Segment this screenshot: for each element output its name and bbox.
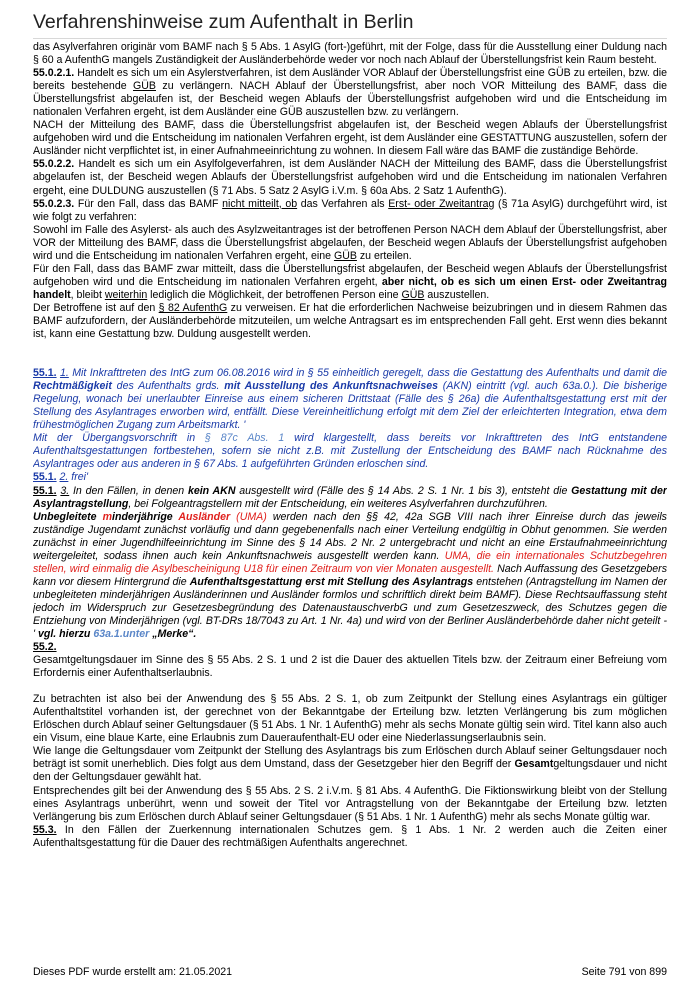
section-55-3: 55.3. In den Fällen der Zuerkennung internationalen Schutzes gem. § 1 Abs. 1 Nr. 2 werden auch die Zeiten einer Aufenthaltsgestattung für die Dauer des rechtmäßigen Aufenthalts angerechnet. bbox=[33, 823, 667, 849]
paragraph: Zu betrachten ist also bei der Anwendung des § 55 Abs. 2 S. 1, ob zum Zeitpunkt der Stellung eines Asylantrags ein gültiger Aufenthaltstitel vorhanden ist, der gerechnet von der Bekanntgabe der Erteilung bzw. letzten Verlängerung bis zum möglichen Erlöschen durch Ablauf seiner Geltungsdauer (§ 51 Abs. 1 Nr. 1 AufenthG) mehr als sechs Monate gültig sein wird. Titel kann also auch ein Visum, eine blaue Karte, eine Erlaubnis zum Daueraufenthalt-EU oder eine Niederlassungserlaubnis sein. bbox=[33, 693, 667, 745]
paragraph: NACH der Mitteilung des BAMF, dass die Überstellungsfrist abgelaufen ist, der Bescheid wegen Ablaufs der Überstellungsfrist aufgehoben wird und die Entscheidung im nationalen Verfahren ergeht, ist dem Ausländer eine GESTATTUNG auszustellen, sofern der Ausländer nicht verpflichtet ist, in einer Aufnahmeeinrichtung zu wohnen. In diesem Fall wäre das BAMF die zuständige Behörde. bbox=[33, 119, 667, 158]
paragraph: Für den Fall, dass das BAMF zwar mitteilt, dass die Überstellungsfrist abgelaufen, der Bescheid wegen Ablaufs der Überstellungsfrist aufgehoben wird und die Entscheidung im nationalen Verfahren ergeht, aber nicht, ob es sich um einen Erst- oder Zweitantrag handelt, bleibt weiterhin lediglich die Möglichkeit, der betroffenen Person eine GÜB auszustellen. bbox=[33, 262, 667, 301]
section-number: 55.0.2.1. bbox=[33, 67, 75, 80]
paragraph: Mit der Übergangsvorschrift in § 87c Abs. 1 wird klargestellt, dass bereits vor Inkrafttreten des IntG entstandene Aufenthaltsgestattungen fortbestehen, sofern sie nicht z.B. mit Zustellung der Entscheidung des BAMF nach Rücknahme des Asylantrages oder aus anderen in § 67 Abs. 1 aufgeführten Gründen erloschen sind. bbox=[33, 432, 667, 471]
document-body bbox=[33, 41, 667, 962]
section-55-2 bbox=[33, 641, 667, 654]
law-reference-link[interactable]: § 87c Abs. 1 bbox=[204, 432, 285, 445]
paragraph: Unbegleitete minderjährige Ausländer (UMA) werden nach den §§ 42, 42a SGB VIII nach ihrer Einreise durch das jeweils zuständige Jugendamt zunächst vorläufig und dann gegebenenfalls nach einer Verteilung endgültig in Obhut genommen. Sie werden zunächst in einer Jugendhilfeeinrichtung im Sinne des § 14 Abs. 2 Nr. 2 untergebracht und nicht an eine Erstaufnahmeeinrichtung weitergeleitet, sodass ihnen auch kein Ankunftsnachweis ausgestellt werden kann. UMA, die ein internationales Schutzbegehren stellen, wird einmalig die Asylbescheinigung U18 für einen Zeitraum von vier Monaten ausgestellt. Nach Auffassung des Gesetzgebers kann vor diesem Hintergrund die Aufenthaltsgestattung erst mit Stellung des Asylantrags entstehen (Antragstellung im Namen der unbegleiteten minderjährigen Ausländerinnen und Ausländer formlos und schriftlich direkt beim BAMF). Diese Rechtsauffassung steht jedoch im Widerspruch zur Gesetzesbegründung des DatenaustauschverbG und zum Gesetzeszweck, des Schutzes gegen die Entziehung von Minderjährigen (vgl. BT-DRs 18/7043 zu Art. 1 Nr. 4a) und wird von der Berliner Ausländerbehörde daher nicht geteilt - ' vgl. hierzu 63a.1.unter „Merke“. bbox=[33, 510, 667, 641]
page-header bbox=[33, 8, 667, 39]
subsection-link[interactable]: 3. bbox=[60, 484, 70, 497]
section-number: 55.2. bbox=[33, 641, 57, 654]
spacer bbox=[33, 680, 667, 693]
section-number: 55.0.2.2. bbox=[33, 158, 75, 171]
section-number: 55.1. bbox=[33, 484, 57, 497]
section-number: 55.0.2.3. bbox=[33, 197, 75, 210]
paragraph: das Asylverfahren originär vom BAMF nach § 5 Abs. 1 AsylG (fort-)geführt, mit der Folge, dass für die Ausstellung einer Duldung nach § 60 a AufenthG mangels Zuständigkeit der Ausländerbehörde weder vor noch nach Ablauf der Überstellungsfrist kein Raum besteht. bbox=[33, 41, 667, 67]
section-number: 55.3. bbox=[33, 823, 57, 836]
cross-reference-link[interactable]: 63a.1.unter bbox=[93, 628, 150, 641]
spacer bbox=[33, 341, 667, 367]
page-number: Seite 791 von 899 bbox=[581, 966, 667, 978]
section-55-1-1: 55.1. 1. Mit Inkrafttreten des IntG zum 06.08.2016 wird in § 55 einheitlich geregelt, dass die Gestattung des Aufenthalts und damit die Rechtmäßigkeit des Aufenthalts grds. mit Ausstellung des Ankunftsnachweises (AKN) eintritt (vgl. auch 63a.0.). Die bisherige Regelung, wonach bei unerlaubter Einreise aus einem sicheren Drittstaat (Fälle des § 26a) die Aufenthaltsgestattung erst mit der Stellung des Asylantrages erworben wird, entfällt. Diese Vereinheitlichung erfolgt mit dem Ziel der erleichterten Integration, etwa dem frühestmöglichen Zugang zum Arbeitsmarkt. ' bbox=[33, 367, 667, 432]
section-55-0-2-1: 55.0.2.1. Handelt es sich um ein Asylerstverfahren, ist dem Ausländer VOR Ablauf der Überstellungsfrist eine GÜB zu erteilen, bzw. die bereits bestehende GÜB zu verlängern. NACH Ablauf der Überstellungsfrist, aber noch VOR Mitteilung des BAMF, dass die Überstellungsfrist abgelaufen ist, der Bescheid wegen Ablaufs der Überstellungsfrist aufgehoben wird und die Entscheidung im nationalen Verfahren ergeht, ist dem Ausländer eine GÜB auszustellen bzw. zu verlängern. bbox=[33, 67, 667, 119]
paragraph: Gesamtgeltungsdauer im Sinne des § 55 Abs. 2 S. 1 und 2 ist die Dauer des aktuellen Titels bzw. der Zeitraum einer Befreiung vom Erfordernis einer Aufenthaltserlaubnis. bbox=[33, 654, 667, 680]
paragraph: Sowohl im Falle des Asylerst- als auch des Asylzweitantrages ist der betroffenen Person NACH dem Ablauf der Überstellungsfrist, aber VOR der Mitteilung des BAMF, dass die Überstellungsfrist abgelaufen, der Bescheid wegen Ablaufs der Überstellungsfrist aufgehoben wird und die Entscheidung im nationalen Verfahren ergeht, eine GÜB zu erteilen. bbox=[33, 223, 667, 262]
section-number: 55.1. bbox=[33, 367, 57, 380]
paragraph: Wie lange die Geltungsdauer vom Zeitpunkt der Stellung des Asylantrags bis zum Erlöschen durch Ablauf seiner Geltungsdauer noch beträgt ist somit unerheblich. Dies folgt aus dem Umstand, dass der Gesetzgeber hier den Begriff der Gesamtgeltungsdauer und nicht den der Geltungsdauer gewählt hat. bbox=[33, 745, 667, 784]
subsection-link[interactable]: 2. bbox=[59, 471, 69, 484]
section-55-1-2: 55.1. 2. frei' bbox=[33, 471, 89, 484]
section-55-1-3: 55.1. 3. In den Fällen, in denen kein AKN ausgestellt wird (Fälle des § 14 Abs. 2 S. 1 Nr. 1 bis 3), entsteht die Gestattung mit der Asylantragstellung, bei Folgeantragstellern mit der Entscheidung, ein weiteres Asylverfahren durchzuführen. bbox=[33, 484, 667, 510]
paragraph: Entsprechendes gilt bei der Anwendung des § 55 Abs. 2 S. 2 i.V.m. § 81 Abs. 4 AufenthG. Die Fiktionswirkung bleibt von der Stellung eines Asylantrags unberührt, wenn und soweit der Titel vor Antragstellung von der Bekanntgabe der Erteilung bzw. letzten Verlängerung bis zum Erlöschen durch Ablauf seiner Geltungsdauer (§ 51 Abs. 1 Nr. 1 AufenthG) mehr als sechs Monate gültig war. bbox=[33, 784, 667, 823]
section-number: 55.1. bbox=[33, 471, 57, 484]
section-55-0-2-3: 55.0.2.3. Für den Fall, dass das BAMF nicht mitteilt, ob das Verfahren als Erst- oder Zweitantrag (§ 71a AsylG) durchgeführt wird, ist wie folgt zu verfahren: bbox=[33, 197, 667, 223]
page-title: Verfahrenshinweise zum Aufenthalt in Berlin bbox=[33, 11, 414, 33]
paragraph: Der Betroffene ist auf den § 82 AufenthG zu verweisen. Er hat die erforderlichen Nachweise beizubringen und in diesem Rahmen das BAMF aufzufordern, der Ausländerbehörde mitzuteilen, um welche Antragsart es im entsprechenden Fall geht. Erst wenn dies bekannt ist, kann eine Gestattung bzw. Duldung ausgestellt werden. bbox=[33, 301, 667, 341]
subsection-link[interactable]: 1. bbox=[59, 367, 69, 380]
section-55-0-2-2: 55.0.2.2. Handelt es sich um ein Asylfolgeverfahren, ist dem Ausländer NACH der Mitteilung des BAMF, dass die Überstellungsfrist abgelaufen ist, der Bescheid wegen Ablaufs der Überstellungsfrist aufgehoben wird und die Entscheidung im nationalen Verfahren ergeht, eine DULDUNG auszustellen (§ 71 Abs. 5 Satz 2 AsylG i.V.m. § 60a Abs. 2 Satz 1 AufenthG). bbox=[33, 158, 667, 197]
created-date: Dieses PDF wurde erstellt am: 21.05.2021 bbox=[33, 966, 233, 978]
